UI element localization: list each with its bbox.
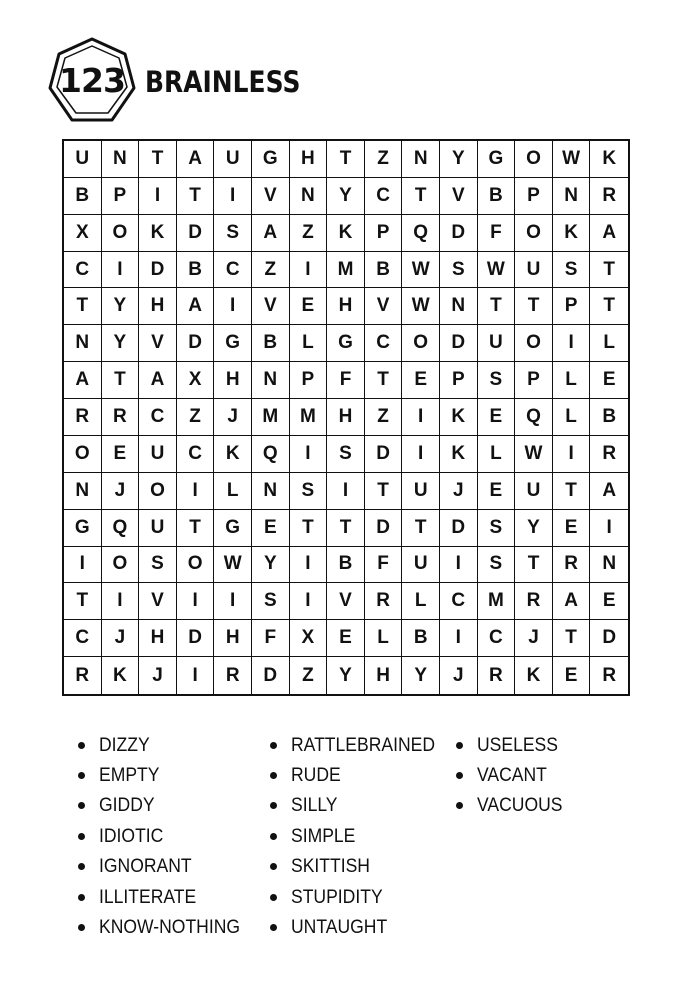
word-list-column xyxy=(78,730,256,943)
grid-cell[interactable]: G xyxy=(327,325,365,362)
grid-cell[interactable]: B xyxy=(590,399,628,436)
grid-cell[interactable]: E xyxy=(478,473,516,510)
grid-cell[interactable]: Q xyxy=(515,399,553,436)
grid-cell[interactable]: E xyxy=(590,362,628,399)
grid-cell[interactable]: K xyxy=(590,141,628,178)
grid-cell[interactable]: E xyxy=(590,583,628,620)
grid-cell[interactable]: B xyxy=(478,178,516,215)
grid-cell[interactable]: L xyxy=(365,620,403,657)
grid-cell[interactable]: N xyxy=(252,473,290,510)
grid-cell[interactable]: S xyxy=(478,362,516,399)
bullet-icon xyxy=(78,802,85,809)
grid-cell[interactable]: I xyxy=(64,547,102,584)
grid-cell[interactable]: D xyxy=(590,620,628,657)
grid-cell[interactable]: L xyxy=(553,399,591,436)
word-list-item xyxy=(270,821,451,851)
word-text: STUPIDITY xyxy=(291,885,383,908)
word-list-item xyxy=(78,912,256,942)
grid-cell[interactable]: B xyxy=(402,620,440,657)
grid-cell[interactable]: P xyxy=(102,178,140,215)
grid-cell[interactable]: J xyxy=(102,473,140,510)
word-text: KNOW-NOTHING xyxy=(99,916,241,939)
bullet-icon xyxy=(270,833,277,840)
bullet-icon xyxy=(270,742,277,749)
bullet-icon xyxy=(270,863,277,870)
grid-cell[interactable]: K xyxy=(102,657,140,694)
grid-cell[interactable]: T xyxy=(177,510,215,547)
word-text: GIDDY xyxy=(99,794,155,817)
grid-cell[interactable]: S xyxy=(478,510,516,547)
grid-cell[interactable]: E xyxy=(252,510,290,547)
grid-cell[interactable]: X xyxy=(64,215,102,252)
grid-cell[interactable]: R xyxy=(102,399,140,436)
grid-cell[interactable]: I xyxy=(290,436,328,473)
grid-cell[interactable]: G xyxy=(64,510,102,547)
grid-cell[interactable]: N xyxy=(553,178,591,215)
grid-cell[interactable]: L xyxy=(590,325,628,362)
bullet-icon xyxy=(456,802,463,809)
grid-cell[interactable]: K xyxy=(440,399,478,436)
grid-cell[interactable]: E xyxy=(327,620,365,657)
grid-cell[interactable]: J xyxy=(440,657,478,694)
grid-cell[interactable]: E xyxy=(553,657,591,694)
grid-cell[interactable]: T xyxy=(515,547,553,584)
grid-cell[interactable]: T xyxy=(478,288,516,325)
grid-cell[interactable]: S xyxy=(214,215,252,252)
word-list-item xyxy=(456,760,572,790)
word-list-item xyxy=(270,882,451,912)
bullet-icon xyxy=(270,894,277,901)
grid-cell[interactable]: U xyxy=(402,473,440,510)
grid-cell[interactable]: D xyxy=(440,510,478,547)
grid-cell[interactable]: U xyxy=(64,141,102,178)
grid-cell[interactable]: A xyxy=(252,215,290,252)
bullet-icon xyxy=(78,924,85,931)
grid-cell[interactable]: Z xyxy=(365,141,403,178)
grid-cell[interactable]: P xyxy=(290,362,328,399)
grid-cell[interactable]: O xyxy=(102,547,140,584)
grid-cell[interactable]: W xyxy=(515,436,553,473)
grid-cell[interactable]: T xyxy=(290,510,328,547)
puzzle-number-badge xyxy=(47,36,137,126)
grid-cell[interactable]: R xyxy=(64,399,102,436)
grid-cell[interactable]: U xyxy=(214,141,252,178)
grid-cell[interactable]: N xyxy=(290,178,328,215)
grid-cell[interactable]: U xyxy=(515,252,553,289)
grid-cell[interactable]: H xyxy=(214,620,252,657)
grid-cell[interactable]: N xyxy=(64,325,102,362)
grid-cell[interactable]: F xyxy=(252,620,290,657)
grid-cell[interactable]: S xyxy=(252,583,290,620)
grid-cell[interactable]: L xyxy=(553,362,591,399)
grid-cell[interactable]: I xyxy=(590,510,628,547)
grid-cell[interactable]: H xyxy=(214,362,252,399)
grid-cell[interactable]: K xyxy=(139,215,177,252)
grid-cell[interactable]: A xyxy=(590,473,628,510)
grid-cell[interactable]: C xyxy=(478,620,516,657)
grid-cell[interactable]: E xyxy=(478,399,516,436)
word-list-item xyxy=(270,912,451,942)
bullet-icon xyxy=(78,863,85,870)
grid-cell[interactable]: K xyxy=(440,436,478,473)
grid-cell[interactable]: F xyxy=(478,215,516,252)
grid-cell[interactable]: I xyxy=(402,436,440,473)
grid-cell[interactable]: G xyxy=(252,141,290,178)
word-list xyxy=(78,730,618,950)
bullet-icon xyxy=(78,894,85,901)
grid-cell[interactable]: D xyxy=(365,510,403,547)
grid-cell[interactable]: V xyxy=(252,288,290,325)
grid-cell[interactable]: B xyxy=(327,547,365,584)
grid-cell[interactable]: W xyxy=(214,547,252,584)
grid-cell[interactable]: R xyxy=(590,436,628,473)
grid-cell[interactable]: O xyxy=(64,436,102,473)
grid-cell[interactable]: H xyxy=(139,620,177,657)
grid-cell[interactable]: N xyxy=(590,547,628,584)
grid-cell[interactable]: B xyxy=(365,252,403,289)
grid-cell[interactable]: W xyxy=(553,141,591,178)
word-list-item xyxy=(456,730,572,760)
word-list-item xyxy=(78,760,256,790)
bullet-icon xyxy=(270,924,277,931)
grid-cell[interactable]: C xyxy=(365,178,403,215)
grid-cell[interactable]: E xyxy=(402,362,440,399)
word-text: USELESS xyxy=(477,733,558,756)
grid-cell[interactable]: E xyxy=(290,288,328,325)
letter-grid xyxy=(62,139,630,696)
grid-cell[interactable]: D xyxy=(177,215,215,252)
grid-cell[interactable]: B xyxy=(252,325,290,362)
grid-cell[interactable]: D xyxy=(177,620,215,657)
grid-cell[interactable]: P xyxy=(515,362,553,399)
grid-cell[interactable]: D xyxy=(440,325,478,362)
grid-cell[interactable]: M xyxy=(290,399,328,436)
grid-cell[interactable]: I xyxy=(402,399,440,436)
bullet-icon xyxy=(456,772,463,779)
grid-cell[interactable]: F xyxy=(327,362,365,399)
grid-cell[interactable]: R xyxy=(553,547,591,584)
grid-cell[interactable]: D xyxy=(440,215,478,252)
grid-cell[interactable]: I xyxy=(290,583,328,620)
grid-cell[interactable]: D xyxy=(252,657,290,694)
bullet-icon xyxy=(270,802,277,809)
grid-cell[interactable]: O xyxy=(515,325,553,362)
grid-cell[interactable]: H xyxy=(139,288,177,325)
grid-cell[interactable]: B xyxy=(177,252,215,289)
grid-cell[interactable]: T xyxy=(553,620,591,657)
grid-cell[interactable]: V xyxy=(327,583,365,620)
grid-cell[interactable]: C xyxy=(440,583,478,620)
grid-cell[interactable]: E xyxy=(102,436,140,473)
grid-cell[interactable]: I xyxy=(290,547,328,584)
bullet-icon xyxy=(270,772,277,779)
word-list-item xyxy=(456,791,572,821)
word-list-item xyxy=(78,882,256,912)
grid-cell[interactable]: Y xyxy=(327,657,365,694)
grid-cell[interactable]: A xyxy=(177,288,215,325)
grid-cell[interactable]: T xyxy=(402,510,440,547)
grid-cell[interactable]: S xyxy=(139,547,177,584)
grid-cell[interactable]: L xyxy=(478,436,516,473)
word-text: SKITTISH xyxy=(291,855,370,878)
grid-cell[interactable]: O xyxy=(515,215,553,252)
grid-cell[interactable]: A xyxy=(64,362,102,399)
grid-cell[interactable]: Y xyxy=(102,325,140,362)
grid-cell[interactable]: C xyxy=(214,252,252,289)
grid-cell[interactable]: T xyxy=(365,473,403,510)
grid-cell[interactable]: T xyxy=(515,288,553,325)
grid-cell[interactable]: P xyxy=(553,288,591,325)
word-text: RUDE xyxy=(291,764,341,787)
grid-cell[interactable]: T xyxy=(365,362,403,399)
grid-cell[interactable]: I xyxy=(553,436,591,473)
grid-cell[interactable]: I xyxy=(177,583,215,620)
grid-cell[interactable]: Q xyxy=(402,215,440,252)
bullet-icon xyxy=(78,772,85,779)
grid-cell[interactable]: A xyxy=(590,215,628,252)
word-list-item xyxy=(270,791,451,821)
grid-cell[interactable]: R xyxy=(478,657,516,694)
grid-cell[interactable]: W xyxy=(402,252,440,289)
grid-cell[interactable]: U xyxy=(478,325,516,362)
grid-cell[interactable]: I xyxy=(177,657,215,694)
word-list-item xyxy=(78,852,256,882)
word-list-column xyxy=(456,730,572,821)
grid-cell[interactable]: R xyxy=(602,664,617,686)
grid-cell[interactable]: I xyxy=(102,252,140,289)
grid-cell[interactable]: I xyxy=(440,547,478,584)
word-list-item xyxy=(270,730,451,760)
grid-cell[interactable]: D xyxy=(139,252,177,289)
grid-cell[interactable]: H xyxy=(365,657,403,694)
grid-cell[interactable]: Z xyxy=(177,399,215,436)
grid-cell[interactable]: C xyxy=(64,620,102,657)
word-text: EMPTY xyxy=(99,764,160,787)
word-text: SILLY xyxy=(291,794,338,817)
grid-cell[interactable]: J xyxy=(139,657,177,694)
grid-cell[interactable]: S xyxy=(478,547,516,584)
grid-cell[interactable]: T xyxy=(64,583,102,620)
grid-cell[interactable]: I xyxy=(177,473,215,510)
grid-cell[interactable]: Y xyxy=(102,288,140,325)
grid-cell[interactable]: U xyxy=(515,473,553,510)
grid-cell[interactable]: M xyxy=(478,583,516,620)
grid-cell[interactable]: V xyxy=(440,178,478,215)
grid-cell[interactable]: O xyxy=(102,215,140,252)
grid-cell[interactable]: G xyxy=(214,325,252,362)
grid-cell[interactable]: P xyxy=(515,178,553,215)
grid-cell[interactable]: A xyxy=(177,141,215,178)
word-text: SIMPLE xyxy=(291,824,356,847)
grid-cell[interactable]: T xyxy=(402,178,440,215)
grid-cell[interactable]: K xyxy=(327,215,365,252)
grid-cell[interactable]: H xyxy=(327,399,365,436)
grid-cell[interactable]: T xyxy=(327,141,365,178)
word-text: VACUOUS xyxy=(477,794,563,817)
grid-cell[interactable]: V xyxy=(365,288,403,325)
grid-cell[interactable]: T xyxy=(590,252,628,289)
grid-cell[interactable]: T xyxy=(139,141,177,178)
grid-cell[interactable]: I xyxy=(290,252,328,289)
word-text: VACANT xyxy=(477,764,547,787)
grid-cell[interactable]: N xyxy=(102,141,140,178)
word-list-item xyxy=(78,730,256,760)
grid-cell[interactable]: C xyxy=(177,436,215,473)
grid-cell[interactable]: Y xyxy=(252,547,290,584)
grid-cell[interactable]: Q xyxy=(252,436,290,473)
grid-cell[interactable]: T xyxy=(102,362,140,399)
grid-cell[interactable]: D xyxy=(177,325,215,362)
grid-cell[interactable]: T xyxy=(590,288,628,325)
word-list-item xyxy=(270,760,451,790)
puzzle-title: BRAINLESS xyxy=(145,65,301,99)
grid-cell[interactable]: U xyxy=(139,510,177,547)
grid-cell[interactable]: L xyxy=(402,583,440,620)
grid-cell[interactable]: T xyxy=(553,473,591,510)
word-list-item xyxy=(78,791,256,821)
grid-cell[interactable]: J xyxy=(214,399,252,436)
grid-cell[interactable]: N xyxy=(252,362,290,399)
grid-cell[interactable]: X xyxy=(290,620,328,657)
grid-cell[interactable]: I xyxy=(214,178,252,215)
grid-cell[interactable]: V xyxy=(139,583,177,620)
grid-cell[interactable]: B xyxy=(64,178,102,215)
grid-cell[interactable]: H xyxy=(290,141,328,178)
grid-cell[interactable]: U xyxy=(139,436,177,473)
grid-cell[interactable]: K xyxy=(553,215,591,252)
grid-cell[interactable]: Y xyxy=(402,657,440,694)
grid-cell[interactable]: I xyxy=(440,620,478,657)
grid-cell[interactable]: O xyxy=(177,547,215,584)
grid-cell[interactable]: W xyxy=(478,252,516,289)
grid-cell[interactable]: C xyxy=(139,399,177,436)
grid-cell[interactable]: Y xyxy=(440,141,478,178)
grid-cell[interactable]: G xyxy=(478,141,516,178)
grid-cell[interactable]: I xyxy=(102,583,140,620)
grid-cell[interactable]: T xyxy=(327,510,365,547)
grid-cell[interactable]: J xyxy=(102,620,140,657)
grid-cell[interactable]: M xyxy=(327,252,365,289)
grid-cell[interactable]: Q xyxy=(102,510,140,547)
grid-cell[interactable]: R xyxy=(515,583,553,620)
grid-cell[interactable]: I xyxy=(553,325,591,362)
grid-cell[interactable]: L xyxy=(290,325,328,362)
grid-cell[interactable]: N xyxy=(64,473,102,510)
word-list-item xyxy=(270,852,451,882)
word-text: IGNORANT xyxy=(99,855,192,878)
grid-cell[interactable]: Y xyxy=(515,510,553,547)
grid-cell[interactable]: R xyxy=(214,657,252,694)
word-text: ILLITERATE xyxy=(99,885,197,908)
grid-cell[interactable]: D xyxy=(365,436,403,473)
bullet-icon xyxy=(78,742,85,749)
grid-cell[interactable]: S xyxy=(553,252,591,289)
puzzle-number: 123 xyxy=(59,61,125,100)
grid-cell[interactable]: K xyxy=(515,657,553,694)
grid-cell[interactable]: S xyxy=(327,436,365,473)
word-text: RATTLEBRAINED xyxy=(291,733,435,756)
grid-cell[interactable]: A xyxy=(139,362,177,399)
grid-cell[interactable]: T xyxy=(64,288,102,325)
grid-cell[interactable]: A xyxy=(553,583,591,620)
grid-cell[interactable]: W xyxy=(402,288,440,325)
grid-cell[interactable]: R xyxy=(64,657,102,694)
grid-cell[interactable]: T xyxy=(177,178,215,215)
grid-cell[interactable]: I xyxy=(214,288,252,325)
grid-cell[interactable]: Z xyxy=(365,399,403,436)
grid-cell[interactable]: I xyxy=(327,473,365,510)
grid-cell[interactable]: Z xyxy=(290,215,328,252)
word-list-column xyxy=(270,730,451,943)
grid-cell[interactable]: Z xyxy=(290,657,328,694)
word-text: UNTAUGHT xyxy=(291,916,388,939)
grid-cell[interactable]: N xyxy=(440,288,478,325)
grid-cell[interactable]: M xyxy=(252,399,290,436)
grid-cell[interactable]: V xyxy=(252,178,290,215)
grid-cell[interactable]: J xyxy=(440,473,478,510)
grid-cell[interactable]: G xyxy=(214,510,252,547)
grid-cell[interactable]: V xyxy=(139,325,177,362)
grid-cell[interactable]: O xyxy=(139,473,177,510)
grid-cell[interactable]: H xyxy=(327,288,365,325)
grid-cell[interactable]: U xyxy=(402,547,440,584)
grid-cell[interactable]: E xyxy=(553,510,591,547)
grid-cell[interactable]: P xyxy=(365,215,403,252)
grid-cell[interactable]: S xyxy=(440,252,478,289)
grid-cell[interactable]: X xyxy=(177,362,215,399)
grid-cell[interactable]: I xyxy=(214,583,252,620)
grid-cell[interactable]: R xyxy=(365,583,403,620)
word-text: DIZZY xyxy=(99,733,150,756)
grid-cell[interactable]: C xyxy=(64,252,102,289)
grid-cell[interactable]: K xyxy=(214,436,252,473)
grid-cell[interactable]: S xyxy=(290,473,328,510)
grid-cell[interactable]: F xyxy=(365,547,403,584)
grid-cell[interactable]: N xyxy=(402,141,440,178)
grid-cell[interactable]: R xyxy=(590,178,628,215)
grid-cell[interactable]: L xyxy=(214,473,252,510)
grid-cell[interactable]: O xyxy=(515,141,553,178)
grid-cell[interactable]: P xyxy=(440,362,478,399)
bullet-icon xyxy=(78,833,85,840)
grid-cell[interactable]: Z xyxy=(252,252,290,289)
word-text: IDIOTIC xyxy=(99,824,164,847)
grid-cell[interactable]: C xyxy=(365,325,403,362)
grid-cell[interactable]: I xyxy=(139,178,177,215)
grid-cell[interactable]: J xyxy=(515,620,553,657)
grid-cell[interactable]: Y xyxy=(327,178,365,215)
grid-cell[interactable]: O xyxy=(402,325,440,362)
bullet-icon xyxy=(456,742,463,749)
word-list-item xyxy=(78,821,256,851)
